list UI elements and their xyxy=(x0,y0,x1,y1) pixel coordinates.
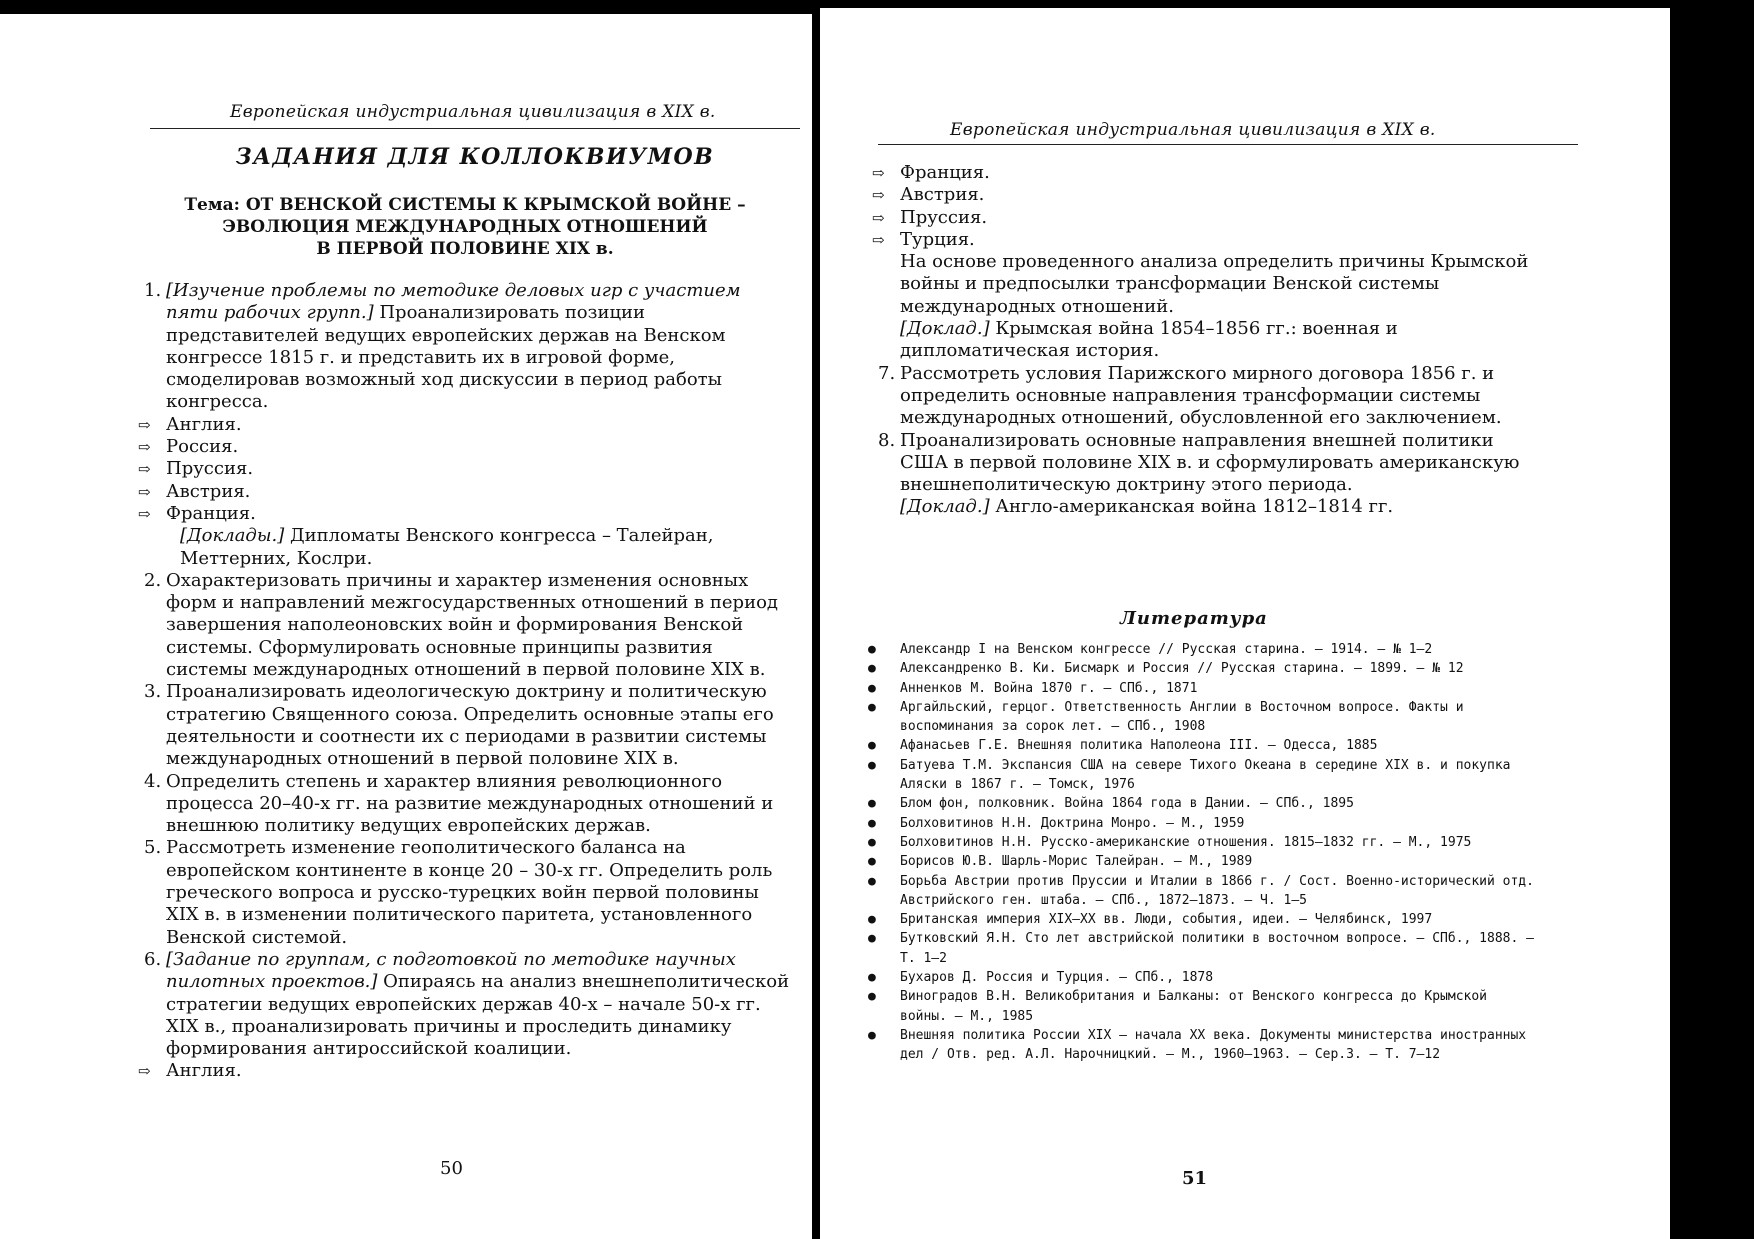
arrow-icon: ⇨ xyxy=(872,230,885,249)
country-item: ⇨ Англия. xyxy=(138,413,242,435)
list-item: ● Александр I на Венском конгрессе // Русская старина. – 1914. – № 1–2 xyxy=(868,642,1433,657)
report-note: [Доклад.] Крымская война 1854–1856 гг.: военная и дипломатическая история. xyxy=(900,318,1398,362)
list-item: ● Афанасьев Г.Е. Внешняя политика Наполеона III. – Одесса, 1885 xyxy=(868,738,1378,754)
list-item: ● Болховитинов Н.Н. Доктрина Монро. – М., 1959 xyxy=(868,815,1245,831)
list-item: ● Борьба Австрии против Пруссии и Италии в 1866 г. / Сост. Военно-исторический отд. Австрийского ген. штаба. – СПб., 1872–1873. – Ч. 1–5 xyxy=(868,873,1534,908)
list-item: ● Александренко В. Ки. Бисмарк и Россия // Русская старина. – 1899. – № 12 xyxy=(868,661,1464,677)
literature-list xyxy=(868,640,1540,1065)
task-item-2: 2. Охарактеризовать причины и характер изменения основных форм и направлений межгосударственных отношений в период завершения наполеоновских войн и формирования Венской системы. Сформулировать основные принципы развития системы международных отношений в первой половине XIX в. xyxy=(144,569,778,681)
country-item: ⇨ Франция. xyxy=(872,162,990,183)
arrow-icon: ⇨ xyxy=(138,415,151,434)
literature-title: Литература xyxy=(1120,608,1268,629)
task6-continuation: На основе проведенного анализа определить причины Крымской войны и предпосылки трансформации Венской системы международных отношений. xyxy=(900,251,1529,317)
country-item: ⇨ Россия. xyxy=(138,436,239,458)
task-item-1 xyxy=(144,280,794,414)
left-page xyxy=(0,14,812,1239)
arrow-icon: ⇨ xyxy=(872,164,885,182)
section-title: ЗАДАНИЯ ДЛЯ КОЛЛОКВИУМОВ xyxy=(235,144,715,170)
list-item: ● Внешняя политика России XIX – начала XX века. Документы министерства иностранных дел / Отв. ред. А.Л. Нарочницкий. – М., 1960–1963. – Сер.3. – Т. 7–12 xyxy=(868,1027,1527,1063)
country-item: ⇨ Австрия. xyxy=(138,480,251,502)
list-item: ● Борисов Ю.В. Шарль-Морис Талейран. – М., 1989 xyxy=(868,854,1253,870)
topic-line: В ПЕРВОЙ ПОЛОВИНЕ XIX в. xyxy=(316,239,614,259)
task-list-continued xyxy=(872,162,1540,519)
topic-line: ЭВОЛЮЦИЯ МЕЖДУНАРОДНЫХ ОТНОШЕНИЙ xyxy=(222,217,708,237)
running-head: Европейская индустриальная цивилизация в XIX в. xyxy=(950,120,1436,140)
task-list xyxy=(138,280,794,1083)
page-number: 51 xyxy=(1182,1168,1208,1189)
list-item: ● Виноградов В.Н. Великобритания и Балканы: от Венского конгресса до Крымской войны. – М., 1985 xyxy=(868,989,1487,1024)
task-item-8: 8. Проанализировать основные направления внешней политики США в первой половине XIX в. и сформулировать американскую внешнеполитическую доктрину этого периода. xyxy=(878,429,1520,496)
arrow-icon: ⇨ xyxy=(138,1062,151,1081)
country-item: ⇨ Англия. xyxy=(138,1060,242,1082)
header-rule xyxy=(150,128,800,129)
right-page xyxy=(820,8,1670,1239)
task-number: 1. xyxy=(144,280,162,301)
book-spine xyxy=(812,0,820,1239)
arrow-icon: ⇨ xyxy=(138,460,151,479)
country-item: ⇨ Пруссия. xyxy=(872,206,988,228)
task-item-4: 4. Определить степень и характер влияния революционного процесса 20–40-х гг. на развитие международных отношений и внешнюю политику ведущих европейских держав. xyxy=(144,770,774,837)
list-item: ● Анненков М. Война 1870 г. – СПб., 1871 xyxy=(868,680,1198,696)
topic-heading xyxy=(150,194,780,260)
task-item-7: 7. Рассмотреть условия Парижского мирного договора 1856 г. и определить основные направления трансформации системы международных отношений, обусловленной его заключением. xyxy=(878,362,1502,429)
task-item-6: 6. [Задание по группам, с подготовкой по методике научных пилотных проектов.] Опираясь на анализ внешнеполитической стратегии ведущих европейских держав 40-х – начале 50-х гг. XIX в., проанализировать причины и проследить динамику формирования антироссийской коалиции. xyxy=(144,948,790,1060)
task-item-5: 5. Рассмотреть изменение геополитического баланса на европейском континенте в конце 20 – 30-х гг. Определить роль греческого вопроса и русско-турецких войн первой половины XIX в. в изменении политического паритета, установленного Венской системой. xyxy=(144,837,773,948)
header-rule xyxy=(878,144,1578,145)
list-item: ● Батуева Т.М. Экспансия США на севере Тихого Океана в середине XIX в. и покупка Аляски в 1867 г. – Томск, 1976 xyxy=(868,757,1511,793)
running-head: Европейская индустриальная цивилизация в XIX в. xyxy=(230,102,716,122)
arrow-icon: ⇨ xyxy=(138,438,151,457)
task-text: Проанализировать позиции представителей ведущих европейских держав на Венском конгрессе 1815 г. и представить их в игровой форме, смоделировав возможный ход дискуссии в период работы конгресса. xyxy=(166,302,726,413)
scan-edge xyxy=(1670,0,1754,1239)
arrow-icon: ⇨ xyxy=(138,504,151,523)
list-item: ● Бутковский Я.Н. Сто лет австрийской политики в восточном вопросе. – СПб., 1888. – Т. 1–2 xyxy=(868,931,1534,966)
list-item: ● Аргайльский, герцог. Ответственность Англии в Восточном вопросе. Факты и воспоминания за сорок лет. – СПб., 1908 xyxy=(868,699,1464,735)
list-item: ● Блом фон, полковник. Война 1864 года в Дании. – СПб., 1895 xyxy=(868,796,1354,812)
list-item: ● Бухаров Д. Россия и Турция. – СПб., 1878 xyxy=(868,970,1214,986)
task-method-note: [Изучение проблемы по методике деловых игр с участием пяти рабочих групп.] xyxy=(166,280,741,324)
country-item: ⇨ Австрия. xyxy=(872,184,985,206)
country-item: ⇨ Турция. xyxy=(872,228,975,250)
arrow-icon: ⇨ xyxy=(872,208,885,227)
country-item: ⇨ Пруссия. xyxy=(138,458,254,480)
report-note: [Доклады.] Дипломаты Венского конгресса – Талейран, Меттерних, Кослри. xyxy=(180,525,714,569)
arrow-icon: ⇨ xyxy=(872,186,885,205)
task-item-3: 3. Проанализировать идеологическую доктрину и политическую стратегию Священного союза. Определить основные этапы его деятельности и соотнести их с периодами в развитии системы международных отношений в первой половине XIX в. xyxy=(144,681,774,770)
country-item: ⇨ Франция. xyxy=(138,502,256,524)
list-item: ● Болховитинов Н.Н. Русско-американские отношения. 1815–1832 гг. – М., 1975 xyxy=(868,834,1472,850)
report-note: [Доклад.] Англо-американская война 1812–1814 гг. xyxy=(900,496,1394,518)
topic-line: Тема: ОТ ВЕНСКОЙ СИСТЕМЫ К КРЫМСКОЙ ВОЙНЕ – xyxy=(184,195,746,215)
arrow-icon: ⇨ xyxy=(138,482,151,501)
page-number: 50 xyxy=(440,1158,463,1179)
list-item: ● Британская империя XIX–XX вв. Люди, события, идеи. – Челябинск, 1997 xyxy=(868,912,1433,928)
